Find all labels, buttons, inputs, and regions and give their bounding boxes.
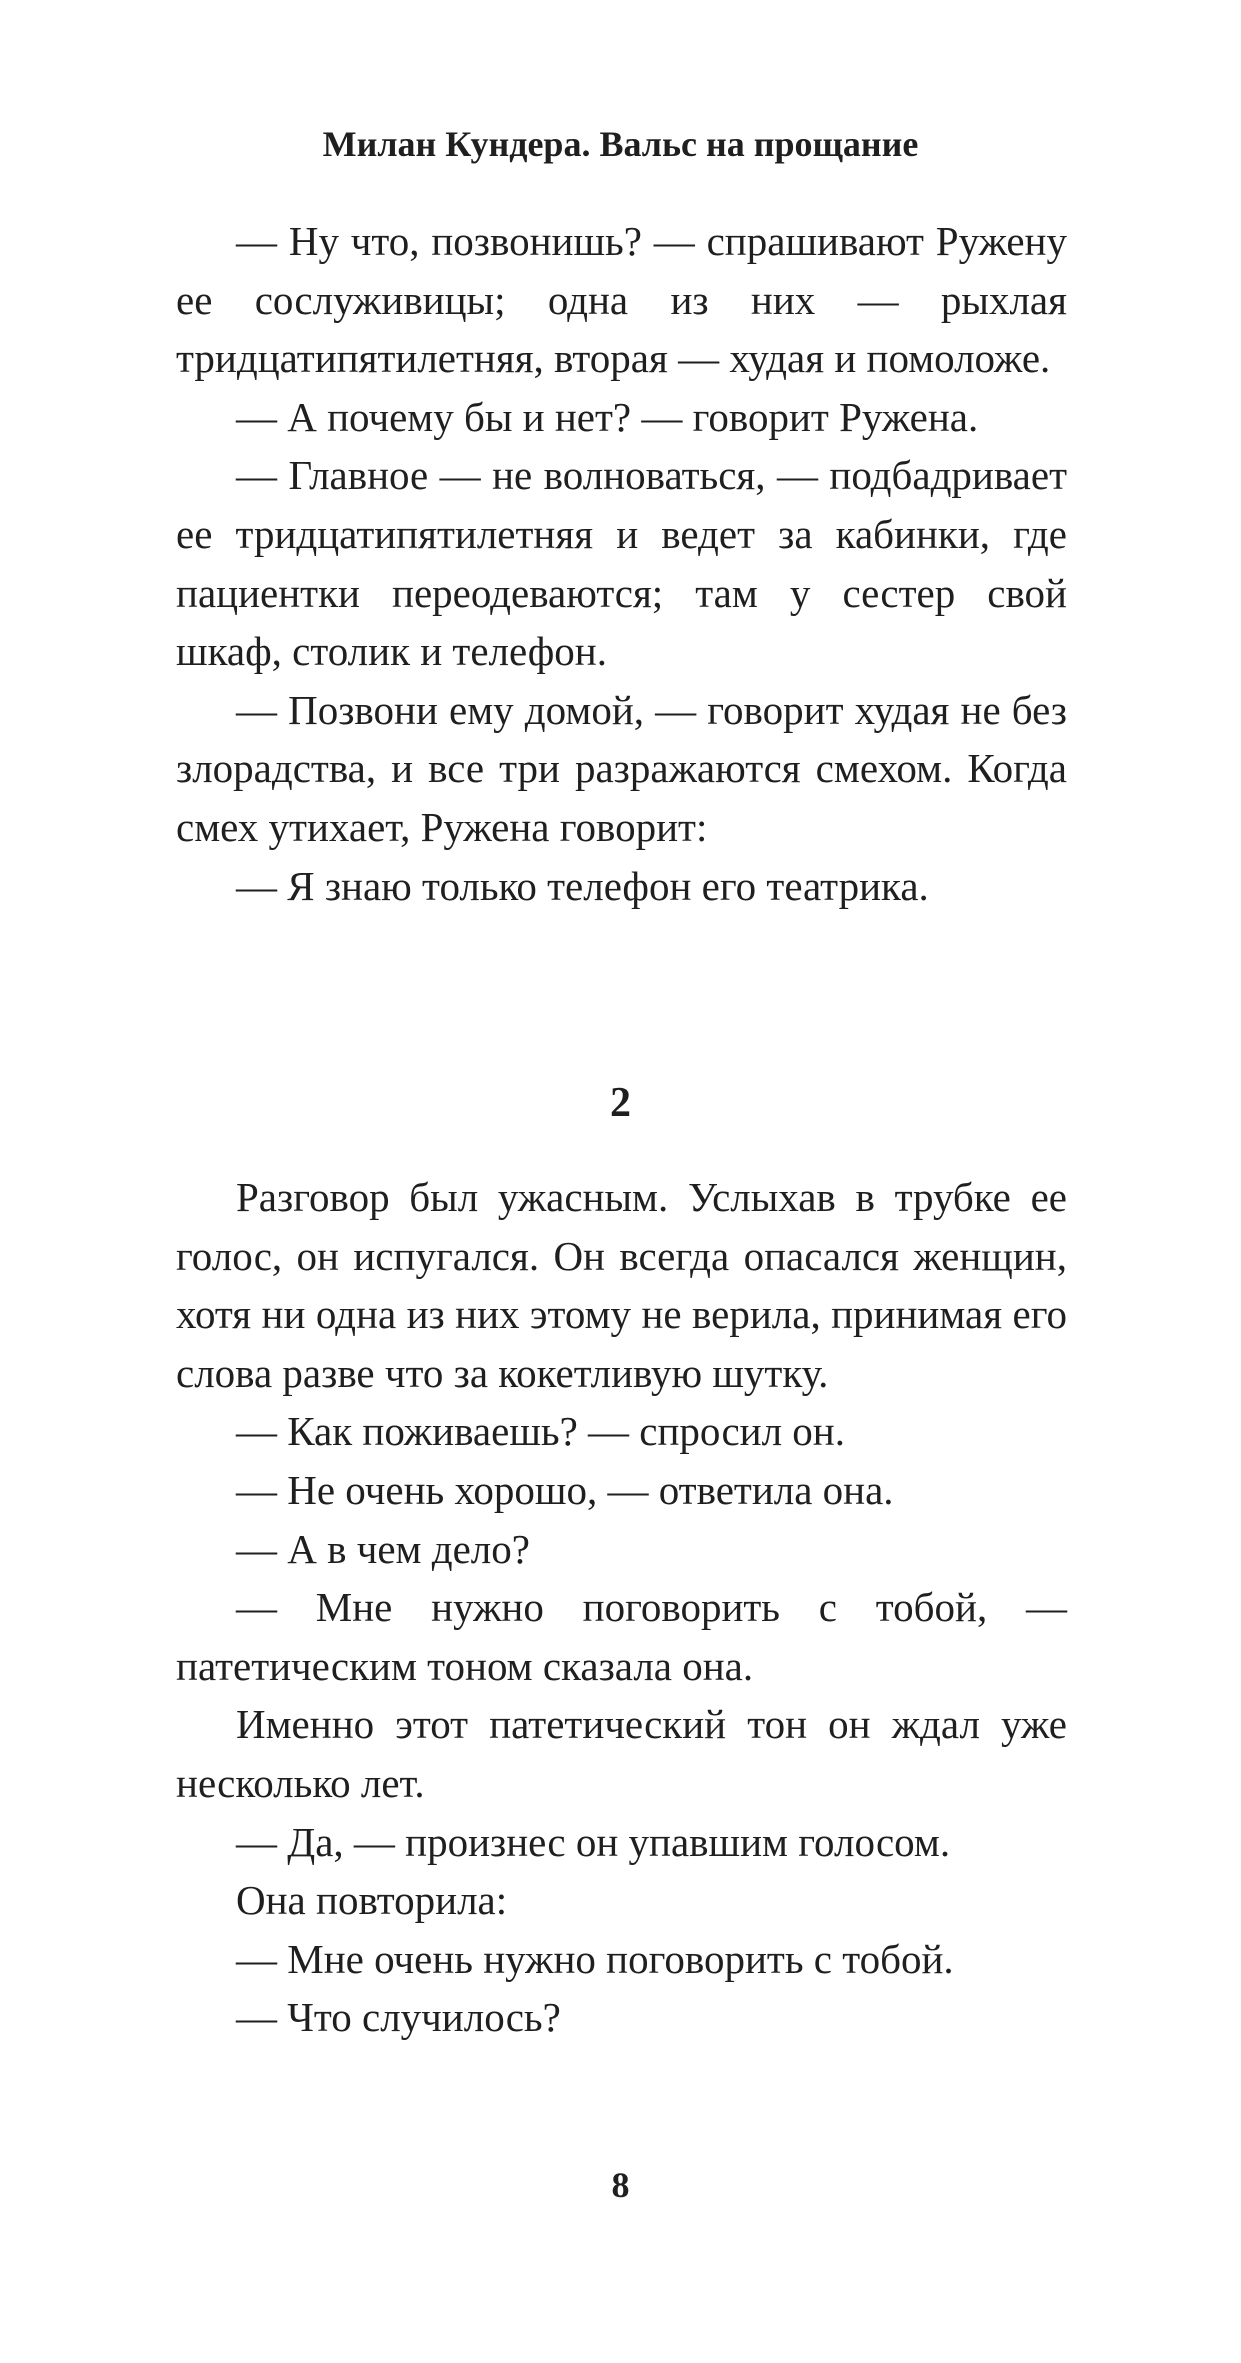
paragraph: — Главное — не волноваться, — подбадривает ее тридцатипятилетняя и ведет за кабинки, где пациентки переодеваются; там у сестер свой шкаф, столик и телефон. bbox=[176, 452, 1067, 675]
running-header: Милан Кундера. Вальс на прощание bbox=[322, 124, 919, 164]
paragraph: — Да, — произнес он упавшим голосом. bbox=[236, 1818, 951, 1865]
paragraph: — Как поживаешь? — спросил он. bbox=[236, 1408, 845, 1455]
paragraph: — Я знаю только телефон его театрика. bbox=[236, 862, 929, 909]
text-block-chapter-2 bbox=[176, 1168, 1067, 2047]
paragraph: Именно этот патетический тон он ждал уже несколько лет. bbox=[176, 1701, 1067, 1806]
paragraph: — А почему бы и нет? — говорит Ружена. bbox=[236, 393, 979, 440]
paragraph: — Ну что, позвонишь? — спрашивают Ружену ее сослуживицы; одна из них — рыхлая тридцатипятилетняя, вторая — худая и помоложе. bbox=[176, 218, 1067, 382]
paragraph: Разговор был ужасным. Услыхав в трубке ее голос, он испугался. Он всегда опасался женщин, хотя ни одна из них этому не верила, принимая его слова разве что за кокетливую шутку. bbox=[176, 1174, 1067, 1396]
paragraph: — А в чем дело? bbox=[236, 1525, 530, 1572]
paragraph: — Мне нужно поговорить с тобой, — патетическим тоном сказала она. bbox=[176, 1584, 1067, 1689]
paragraph: — Не очень хорошо, — ответила она. bbox=[236, 1466, 894, 1513]
text-block-before-chapter bbox=[176, 212, 1067, 915]
paragraph: — Мне очень нужно поговорить с тобой. bbox=[236, 1935, 954, 1982]
page-number: 8 bbox=[611, 2165, 630, 2205]
chapter-number: 2 bbox=[610, 1080, 631, 1126]
paragraph: — Позвони ему домой, — говорит худая не без злорадства, и все три разражаются смехом. Когда смех утихает, Ружена говорит: bbox=[176, 686, 1067, 850]
paragraph: — Что случилось? bbox=[236, 1994, 561, 2041]
paragraph: Она повторила: bbox=[236, 1877, 508, 1924]
